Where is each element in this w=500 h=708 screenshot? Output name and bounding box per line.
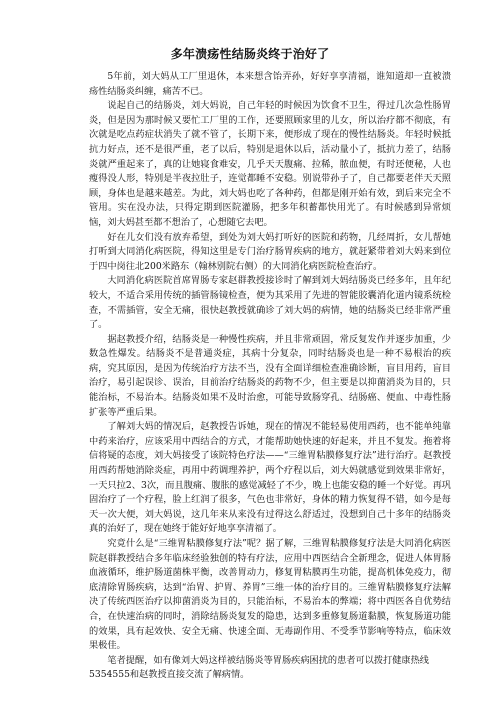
paragraph-5: 据赵教授介绍，结肠炎是一种慢性疾病，并且非常顽固，常反复发作并逐步加重，少数急性爆发。结肠炎不是普通炎症，其病十分复杂，同时结肠炎也是一种不易根治的疾病，究其原因，是因为传统治疗方法不当，没有全面详细检查准确诊断，盲目用药，盲目治疗，易引起误诊、误治，目前治疗结肠炎的药物不少，但主要是以抑菌消炎为目的，只能治标，不易治本。结肠炎如果不及时治愈，可能导致肠穿孔、结肠癌、便血、中毒性肠扩张等严重后果。 — [89, 333, 451, 418]
paragraph-7: 究竟什么是“三维胃粘膜修复疗法”呢？据了解，三维胃粘膜修复疗法是大同消化病医院赵群教授结合多年临床经验独创的特有疗法，应用中西医结合全新理念，促进人体胃肠血液循环，维护肠道菌株平衡，改善胃动力，修复胃粘膜再生功能，提高机体免疫力，彻底清除胃肠疾病，达到“治胃、护胃、养胃”三维一体的治疗目的。三维胃粘膜修复疗法解决了传统西医治疗以抑菌消炎为目的，只能治标，不易治本的弊端；将中西医各自优势结合，在快速治病的同时，消除结肠炎复发的隐患，达到多重修复肠道黏膜，恢复肠道功能的效果，具有起效快、安全无痛、快速全面、无毒副作用、不受季节影响等特点，临床效果极佳。 — [89, 538, 451, 652]
paragraph-closing: 5354555和赵教授直接交流了解病情。 — [89, 669, 250, 681]
article-title: 多年溃疡性结肠炎终于治好了 — [170, 47, 330, 61]
paragraph-6: 了解刘大妈的情况后，赵教授告诉她，现在的情况不能轻易使用西药，也不能单纯靠中药来治疗，应该采用中西结合的方式，才能帮助她快速的好起来，并且不复发。拖着将信将疑的态度，刘大妈接受了该院特色疗法——“三维胃粘膜修复疗法”进行治疗。赵教授用西药帮她消除炎症，再用中药调理养护，两个疗程以后，刘大妈就感觉到效果非常好，一天只拉2、3次，而且腹痛、腹胀的感觉减轻了不少，晚上也能安稳的睡一个好觉。再巩固治疗了一个疗程，脸上红润了很多，气色也非常好，身体的精力恢复得不错，如今是每天一次大便，刘大妈说，这几年来从来没有过得这么舒适过，没想到自己十多年的结肠炎真的治好了，现在她终于能好好地享享清福了。 — [89, 421, 451, 535]
article-body — [89, 70, 451, 683]
paragraph-8: 笔者提醒，如有像刘大妈这样被结肠炎等胃肠疾病困扰的患者可以拨打健康热线 — [107, 654, 429, 666]
paragraph-4: 大同消化病医院首席胃肠专家赵群教授接诊时了解到刘大妈结肠炎已经多年，且年纪较大，不适合采用传统的插管肠镜检查，便为其采用了先进的智能胶囊消化道内镜系统检查，不需插管，安全无痛，很快赵教授就确诊了刘大妈的病情，她的结肠炎已经非常严重了。 — [89, 275, 451, 331]
paragraph-2: 说起自己的结肠炎，刘大妈说，自己年轻的时候因为饮食不卫生，得过几次急性肠胃炎，但是因为那时候又要忙工厂里的工作，还要照顾家里的儿女，所以治疗都不彻底，有次就是吃点药症状消失了就不管了，长期下来，便形成了现在的慢性结肠炎。年轻时候抵抗力好点，还不是很严重，老了以后，特别是退休以后，活动量小了，抵抗力差了，结肠炎就严重起来了，真的让她寝食难安，几乎天天腹痛、拉稀，脓血便，有时还便秘，人也瘦得没人形，特别是半夜拉肚子，连觉都睡不安稳。别说带孙子了，自己都要老伴天天照顾，身体也是越来越差。为此，刘大妈也吃了各种药，但都是刚开始有效，到后来完全不管用。实在没办法，只得定期到医院灌肠，把多年积蓄都快用光了。有时候感到异常烦恼，刘大妈甚至都不想治了，心想随它去吧。 — [89, 100, 451, 228]
paragraph-1: 5年前，刘大妈从工厂里退休，本来想含饴弄孙，好好享享清福，谁知道却一直被溃疡性结肠炎纠缠，痛苦不已。 — [89, 71, 451, 97]
paragraph-3: 好在儿女们没有放弃希望，到处为刘大妈打听好的医院和药物，几经周折，女儿帮她打听到大同消化病医院，得知这里是专门治疗肠胃疾病的地方，就赶紧带着刘大妈来到位于四中岗往北200米路东（翰林别院右侧）的大同消化病医院检查治疗。 — [89, 231, 451, 272]
